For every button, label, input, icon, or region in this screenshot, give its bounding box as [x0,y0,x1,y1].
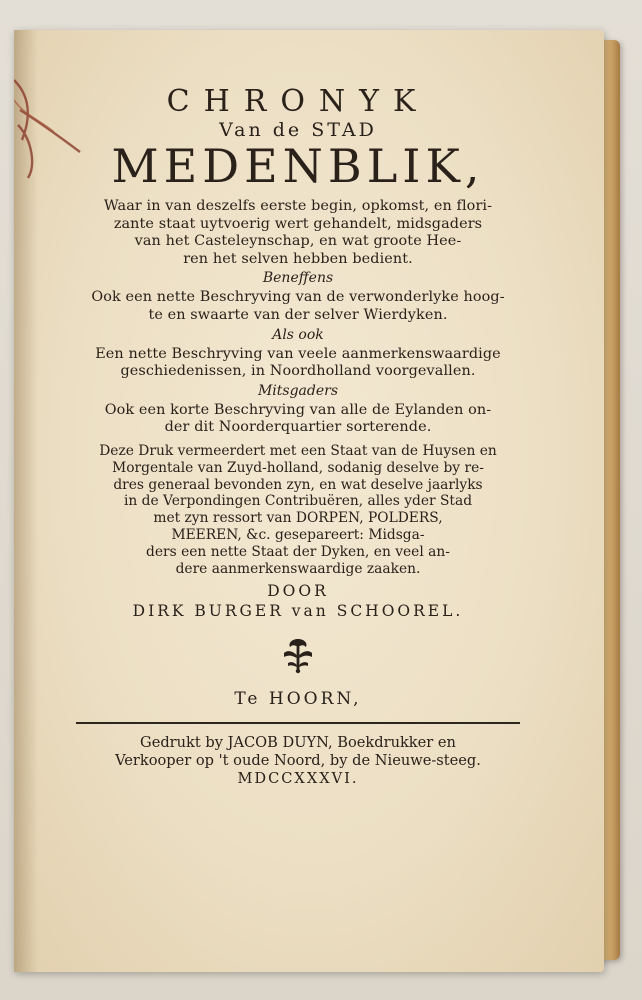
text-line: dres generaal bevonden zyn, en wat deselve jaarlyks [113,476,483,493]
text-line: van het Casteleynschap, en wat groote Hee- [134,233,462,250]
imprint-line: Verkooper op 't oude Noord, by de Nieuwe-steeg. [115,751,481,769]
paragraph-wierdyken [48,289,548,324]
text-line: Ook een nette Beschryving van de verwonderlyke hoog- [91,289,505,306]
paragraph-eylanden [48,402,548,437]
paragraph-druk [48,443,548,578]
text-line: met zyn ressort van DORPEN, POLDERS, [153,510,443,527]
printer-ornament-icon [278,635,318,675]
text-line: ren het selven hebben bedient. [183,250,413,267]
imprint-place: Te HOORN, [234,689,362,710]
text-line: ders een nette Staat der Dyken, en veel an- [146,543,450,560]
paragraph-geschiedenissen [48,346,548,381]
imprint-block [48,734,548,787]
title-line-chronyk: CHRONYK [166,84,430,119]
by-label: DOOR [267,581,329,600]
text-line: Een nette Beschryving van veele aanmerkenswaardige [95,345,501,362]
connector-als-ook: Als ook [272,326,324,343]
text-line: Waar in van deszelfs eerste begin, opkomst, en flori- [103,198,493,215]
text-line: der dit Noorderquartier sorterende. [164,419,432,436]
title-line-van-de-stad: Van de STAD [219,118,377,141]
imprint-line: Gedrukt by JACOB DUYN, Boekdrukker en [140,734,456,752]
text-line: MEEREN, &c. gesepareert: Midsga- [171,527,425,544]
imprint-date: MDCCXXXVI. [237,769,359,787]
connector-mitsgaders: Mitsgaders [257,382,339,399]
connector-beneffens: Beneffens [262,270,334,287]
text-line: Deze Druk vermeerdert met een Staat van de Huysen en [99,442,497,459]
paragraph-intro [48,198,548,268]
imprint-rule [76,722,520,724]
text-line: zante staat uytvoerig wert gehandelt, midsgaders [113,215,483,232]
text-line: dere aanmerkenswaardige zaaken. [175,560,421,577]
text-line: Morgentale van Zuyd-holland, sodanig deselve by re- [112,459,484,476]
text-line: te en swaarte van der selver Wierdyken. [148,306,448,323]
text-line: in de Verpondingen Contribuëren, alles yder Stad [123,493,473,510]
title-page [14,30,604,972]
title-page-text [48,80,548,787]
title-line-medenblik: MEDENBLIK, [111,138,485,193]
text-line: Ook een korte Beschryving van alle de Eylanden on- [104,401,492,418]
text-line: geschiedenissen, in Noordholland voorgevallen. [120,363,476,380]
author-name: DIRK BURGER van SCHOOREL. [132,602,464,621]
